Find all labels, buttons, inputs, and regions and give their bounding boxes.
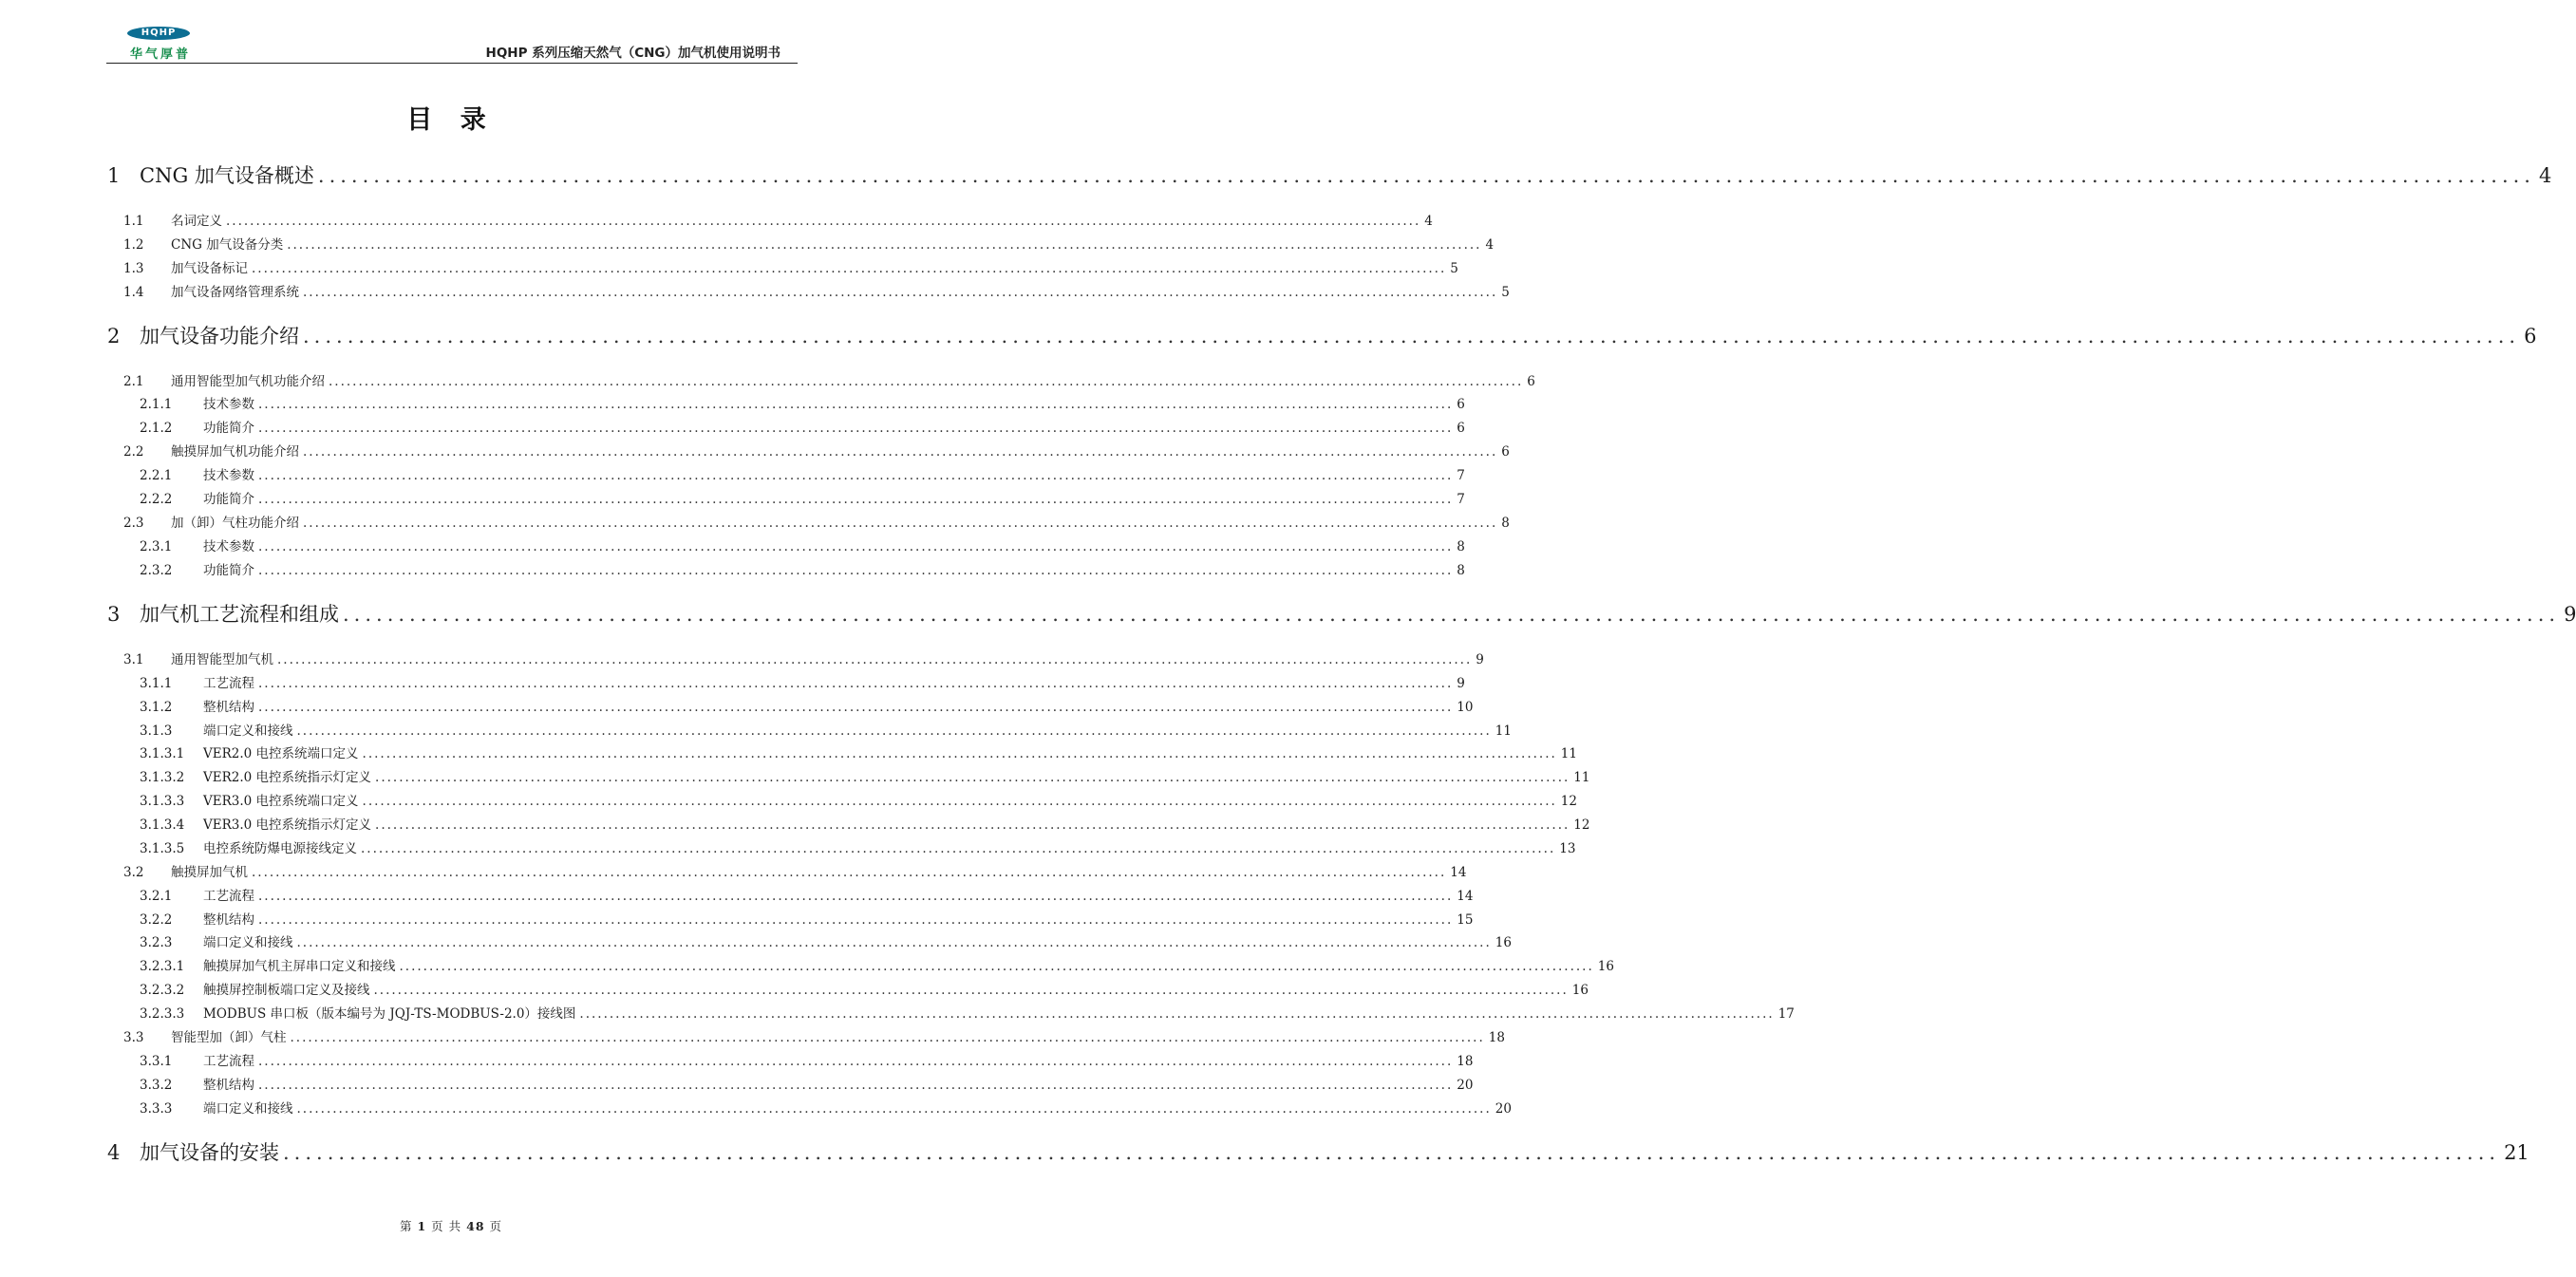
toc-entry-number: 2.2 [123, 444, 144, 460]
toc-entry-page: 16 [1597, 959, 1614, 974]
toc-entry-number: 3.1.3 [140, 723, 173, 739]
company-logo [120, 25, 199, 63]
toc-entry[interactable] [140, 393, 1465, 412]
toc-entry-title: 加气设备的安装 [140, 1141, 279, 1164]
toc-entry-title: CNG 加气设备分类 [171, 237, 284, 253]
toc-entry[interactable] [140, 488, 1465, 507]
toc-entry-page: 5 [1450, 261, 1458, 276]
toc-entry-title: 技术参数 [203, 539, 254, 554]
toc-entry[interactable] [123, 861, 1467, 880]
toc-dot-leader: ........................................................................................................................................................................................................ [258, 468, 1454, 483]
toc-dot-leader: ........................................................................................................................................................................................................ [375, 770, 1570, 785]
toc-dot-leader: ........................................................................................................................................................................................................ [258, 397, 1454, 412]
toc-entry-page: 11 [1495, 723, 1512, 739]
toc-entry-number: 3.2.3.1 [140, 959, 185, 974]
toc-entry-title: 功能简介 [203, 563, 254, 578]
toc-entry[interactable] [140, 559, 1465, 578]
toc-entry[interactable] [140, 931, 1512, 950]
toc-entry-number: 2 [107, 325, 121, 347]
toc-entry[interactable] [140, 790, 1577, 809]
toc-entry-title: 电控系统防爆电源接线定义 [203, 841, 357, 856]
toc-dot-leader: ........................................................................................................................................................................................................ [258, 1054, 1454, 1069]
toc-entry-page: 16 [1495, 935, 1512, 950]
toc-entry-page: 20 [1495, 1101, 1512, 1117]
toc-entry-page: 6 [1457, 397, 1465, 412]
toc-entry-page: 18 [1488, 1030, 1505, 1045]
toc-entry-title: 整机结构 [203, 1078, 254, 1093]
toc-entry-title: 加气设备功能介绍 [140, 325, 299, 347]
toc-dot-leader: ........................................................................................................................................................................................................ [283, 1141, 2501, 1164]
toc-entry-title: 技术参数 [203, 468, 254, 483]
toc-dot-leader: ........................................................................................................................................................................................................ [362, 794, 1557, 809]
toc-entry[interactable] [140, 417, 1465, 436]
toc-dot-leader: ........................................................................................................................................................................................................ [343, 603, 2561, 626]
toc-title: 目 录 [406, 105, 496, 135]
toc-entry-number: 3.1.3.5 [140, 841, 185, 856]
toc-entry[interactable] [140, 1074, 1474, 1093]
toc-entry-number: 3 [107, 603, 121, 626]
toc-entry-title: 工艺流程 [203, 889, 254, 904]
toc-entry-number: 3.1 [123, 652, 144, 667]
toc-entry-number: 2.3 [123, 516, 144, 531]
toc-entry-page: 17 [1777, 1006, 1795, 1022]
toc-entry-number: 3.1.3.2 [140, 770, 185, 785]
toc-entry[interactable] [140, 672, 1465, 691]
toc-entry-number: 3.2.1 [140, 889, 173, 904]
toc-dot-leader: ........................................................................................................................................................................................................ [258, 676, 1454, 691]
toc-entry-number: 3.1.3.1 [140, 746, 185, 761]
toc-entry-page: 14 [1457, 889, 1474, 904]
toc-entry-number: 3.3.2 [140, 1078, 173, 1093]
toc-dot-leader: ........................................................................................................................................................................................................ [258, 421, 1454, 436]
toc-dot-leader: ........................................................................................................................................................................................................ [303, 516, 1498, 531]
toc-entry-title: 整机结构 [203, 700, 254, 715]
toc-entry-page: 11 [1560, 746, 1577, 761]
toc-dot-leader: ........................................................................................................................................................................................................ [258, 1078, 1454, 1093]
toc-entry-page: 6 [1527, 374, 1535, 389]
toc-entry-title: 端口定义和接线 [203, 1101, 293, 1117]
toc-entry[interactable] [123, 1026, 1505, 1045]
toc-entry-title: 通用智能型加气机功能介绍 [171, 374, 325, 389]
toc-entry-number: 2.2.1 [140, 468, 173, 483]
toc-entry-number: 2.1 [123, 374, 144, 389]
toc-entry[interactable] [107, 1137, 2529, 1166]
toc-entry[interactable] [123, 210, 1433, 229]
toc-entry-number: 2.2.2 [140, 492, 173, 507]
toc-entry[interactable] [123, 648, 1484, 667]
toc-entry[interactable] [140, 1003, 1795, 1022]
toc-entry[interactable] [107, 160, 2552, 189]
toc-dot-leader: ........................................................................................................................................................................................................ [375, 817, 1570, 833]
toc-entry-page: 8 [1457, 563, 1465, 578]
toc-entry-number: 3.2.2 [140, 912, 173, 928]
toc-entry-page: 16 [1571, 983, 1589, 998]
toc-dot-leader: ........................................................................................................................................................................................................ [258, 912, 1454, 928]
toc-entry-number: 1.1 [123, 214, 144, 229]
toc-entry-number: 2.1.2 [140, 421, 173, 436]
toc-entry-page: 18 [1457, 1054, 1474, 1069]
toc-entry-title: 触摸屏加气机 [171, 865, 248, 880]
toc-entry-title: 端口定义和接线 [203, 723, 293, 739]
toc-entry-page: 8 [1501, 516, 1510, 531]
toc-entry-title: 工艺流程 [203, 676, 254, 691]
toc-entry-page: 20 [1457, 1078, 1474, 1093]
toc-entry-page: 14 [1450, 865, 1467, 880]
toc-entry-title: 智能型加（卸）气柱 [171, 1030, 287, 1045]
toc-dot-leader: ........................................................................................................................................................................................................ [258, 563, 1454, 578]
toc-dot-leader: ........................................................................................................................................................................................................ [373, 983, 1569, 998]
footer-middle: 页 共 [431, 1219, 462, 1233]
toc-entry-number: 3.2.3.2 [140, 983, 185, 998]
toc-entry-page: 6 [1501, 444, 1510, 460]
toc-entry[interactable] [140, 814, 1590, 833]
footer-prefix: 第 [399, 1219, 413, 1233]
toc-dot-leader: ........................................................................................................................................................................................................ [258, 700, 1454, 715]
toc-dot-leader: ........................................................................................................................................................................................................ [362, 746, 1557, 761]
toc-entry[interactable] [140, 955, 1614, 974]
toc-entry-page: 15 [1457, 912, 1474, 928]
toc-entry[interactable] [140, 720, 1512, 739]
toc-entry-number: 1 [107, 164, 121, 187]
footer-suffix: 页 [489, 1219, 503, 1233]
toc-entry[interactable] [140, 1050, 1474, 1069]
toc-dot-leader: ........................................................................................................................................................................................................ [277, 652, 1473, 667]
toc-entry[interactable] [107, 599, 2576, 628]
toc-entry-number: 2.3.2 [140, 563, 173, 578]
toc-dot-leader: ........................................................................................................................................................................................................ [296, 935, 1492, 950]
toc-dot-leader: ........................................................................................................................................................................................................ [258, 889, 1454, 904]
toc-entry-title: VER2.0 电控系统指示灯定义 [203, 770, 372, 785]
toc-dot-leader: ........................................................................................................................................................................................................ [329, 374, 1524, 389]
toc-entry-number: 1.3 [123, 261, 144, 276]
toc-dot-leader: ........................................................................................................................................................................................................ [226, 214, 1421, 229]
toc-entry-page: 10 [1457, 700, 1474, 715]
toc-entry-number: 2.3.1 [140, 539, 173, 554]
toc-entry-page: 7 [1457, 468, 1465, 483]
toc-entry-number: 3.1.2 [140, 700, 173, 715]
toc-entry-title: 功能简介 [203, 421, 254, 436]
toc-entry[interactable] [140, 837, 1576, 856]
toc-entry[interactable] [140, 979, 1589, 998]
toc-entry-number: 3.1.3.3 [140, 794, 185, 809]
toc-entry-page: 12 [1560, 794, 1577, 809]
toc-entry-number: 3.2.3 [140, 935, 173, 950]
toc-entry[interactable] [123, 281, 1510, 300]
toc-entry[interactable] [140, 464, 1465, 483]
toc-entry-number: 1.4 [123, 285, 144, 300]
toc-entry[interactable] [140, 535, 1465, 554]
toc-dot-leader: ........................................................................................................................................................................................................ [258, 492, 1454, 507]
toc-dot-leader: ........................................................................................................................................................................................................ [399, 959, 1594, 974]
logo-badge: HQHP [127, 27, 190, 40]
toc-entry-title: MODBUS 串口板（版本编号为 JQJ-TS-MODBUS-2.0）接线图 [203, 1006, 576, 1022]
toc-entry-page: 4 [1424, 214, 1433, 229]
toc-entry-title: 端口定义和接线 [203, 935, 293, 950]
toc-entry-page: 6 [2524, 325, 2537, 347]
toc-entry-title: 整机结构 [203, 912, 254, 928]
toc-entry-title: 工艺流程 [203, 1054, 254, 1069]
toc-entry-number: 2.1.1 [140, 397, 173, 412]
toc-entry[interactable] [140, 885, 1474, 904]
toc-dot-leader: ........................................................................................................................................................................................................ [579, 1006, 1775, 1022]
toc-dot-leader: ........................................................................................................................................................................................................ [252, 865, 1447, 880]
toc-entry-title: 触摸屏加气机主屏串口定义和接线 [203, 959, 396, 974]
header-divider [106, 63, 798, 64]
page-header [106, 25, 798, 65]
toc-entry[interactable] [140, 1098, 1512, 1117]
toc-dot-leader: ........................................................................................................................................................................................................ [296, 1101, 1492, 1117]
toc-entry-page: 7 [1457, 492, 1465, 507]
toc-entry[interactable] [140, 742, 1577, 761]
toc-dot-leader: ........................................................................................................................................................................................................ [317, 164, 2535, 187]
toc-entry-title: 加气机工艺流程和组成 [140, 603, 339, 626]
toc-entry[interactable] [140, 696, 1474, 715]
toc-dot-leader: ........................................................................................................................................................................................................ [290, 1030, 1485, 1045]
toc-entry-title: 技术参数 [203, 397, 254, 412]
toc-entry[interactable] [123, 512, 1510, 531]
document-title: HQHP 系列压缩天然气（CNG）加气机使用说明书 [485, 46, 780, 61]
toc-entry-title: 功能简介 [203, 492, 254, 507]
toc-dot-leader: ........................................................................................................................................................................................................ [258, 539, 1454, 554]
toc-entry[interactable] [140, 766, 1590, 785]
toc-dot-leader: ........................................................................................................................................................................................................ [287, 237, 1482, 253]
toc-entry-number: 3.1.1 [140, 676, 173, 691]
toc-entry-title: VER3.0 电控系统端口定义 [203, 794, 359, 809]
toc-entry-title: 触摸屏控制板端口定义及接线 [203, 983, 370, 998]
toc-dot-leader: ........................................................................................................................................................................................................ [361, 841, 1556, 856]
toc-entry-number: 3.1.3.4 [140, 817, 185, 833]
toc-entry-title: VER2.0 电控系统端口定义 [203, 746, 359, 761]
footer-current-page: 1 [417, 1219, 427, 1233]
toc-entry-page: 9 [1457, 676, 1465, 691]
toc-entry-page: 13 [1559, 841, 1576, 856]
toc-entry[interactable] [123, 257, 1458, 276]
footer-total-pages: 48 [466, 1219, 485, 1233]
page-footer [0, 1217, 902, 1234]
toc-dot-leader: ........................................................................................................................................................................................................ [252, 261, 1447, 276]
toc-entry-number: 3.2 [123, 865, 144, 880]
toc-entry-number: 3.3 [123, 1030, 144, 1045]
toc-entry-number: 3.3.1 [140, 1054, 173, 1069]
toc-entry-title: VER3.0 电控系统指示灯定义 [203, 817, 372, 833]
toc-entry-page: 11 [1573, 770, 1590, 785]
toc-entry-page: 12 [1573, 817, 1590, 833]
toc-entry-number: 1.2 [123, 237, 144, 253]
toc-dot-leader: ........................................................................................................................................................................................................ [296, 723, 1492, 739]
toc-entry-page: 9 [1476, 652, 1484, 667]
toc-entry-page: 21 [2504, 1141, 2529, 1164]
toc-entry-title: CNG 加气设备概述 [140, 164, 314, 187]
toc-entry-page: 8 [1457, 539, 1465, 554]
toc-dot-leader: ........................................................................................................................................................................................................ [303, 285, 1498, 300]
toc-entry-page: 4 [2538, 164, 2552, 187]
toc-entry-page: 4 [1485, 237, 1495, 253]
logo-name: 华气厚普 [129, 47, 191, 62]
toc-entry-title: 通用智能型加气机 [171, 652, 273, 667]
toc-entry[interactable] [107, 321, 2537, 349]
toc-entry-title: 加（卸）气柱功能介绍 [171, 516, 299, 531]
toc-entry-page: 9 [2564, 603, 2576, 626]
toc-entry-number: 4 [107, 1141, 121, 1164]
toc-dot-leader: ........................................................................................................................................................................................................ [303, 325, 2521, 347]
toc-entry-page: 5 [1501, 285, 1510, 300]
toc-entry-number: 3.3.3 [140, 1101, 173, 1117]
toc-dot-leader: ........................................................................................................................................................................................................ [303, 444, 1498, 460]
toc-entry[interactable] [123, 370, 1535, 389]
toc-entry[interactable] [140, 909, 1474, 928]
toc-entry[interactable] [123, 441, 1510, 460]
toc-entry-title: 加气设备网络管理系统 [171, 285, 299, 300]
toc-entry[interactable] [123, 234, 1495, 253]
toc-entry-title: 触摸屏加气机功能介绍 [171, 444, 299, 460]
toc-entry-page: 6 [1457, 421, 1465, 436]
toc-entry-title: 名词定义 [171, 214, 222, 229]
toc-entry-number: 3.2.3.3 [140, 1006, 185, 1022]
toc-entry-title: 加气设备标记 [171, 261, 248, 276]
